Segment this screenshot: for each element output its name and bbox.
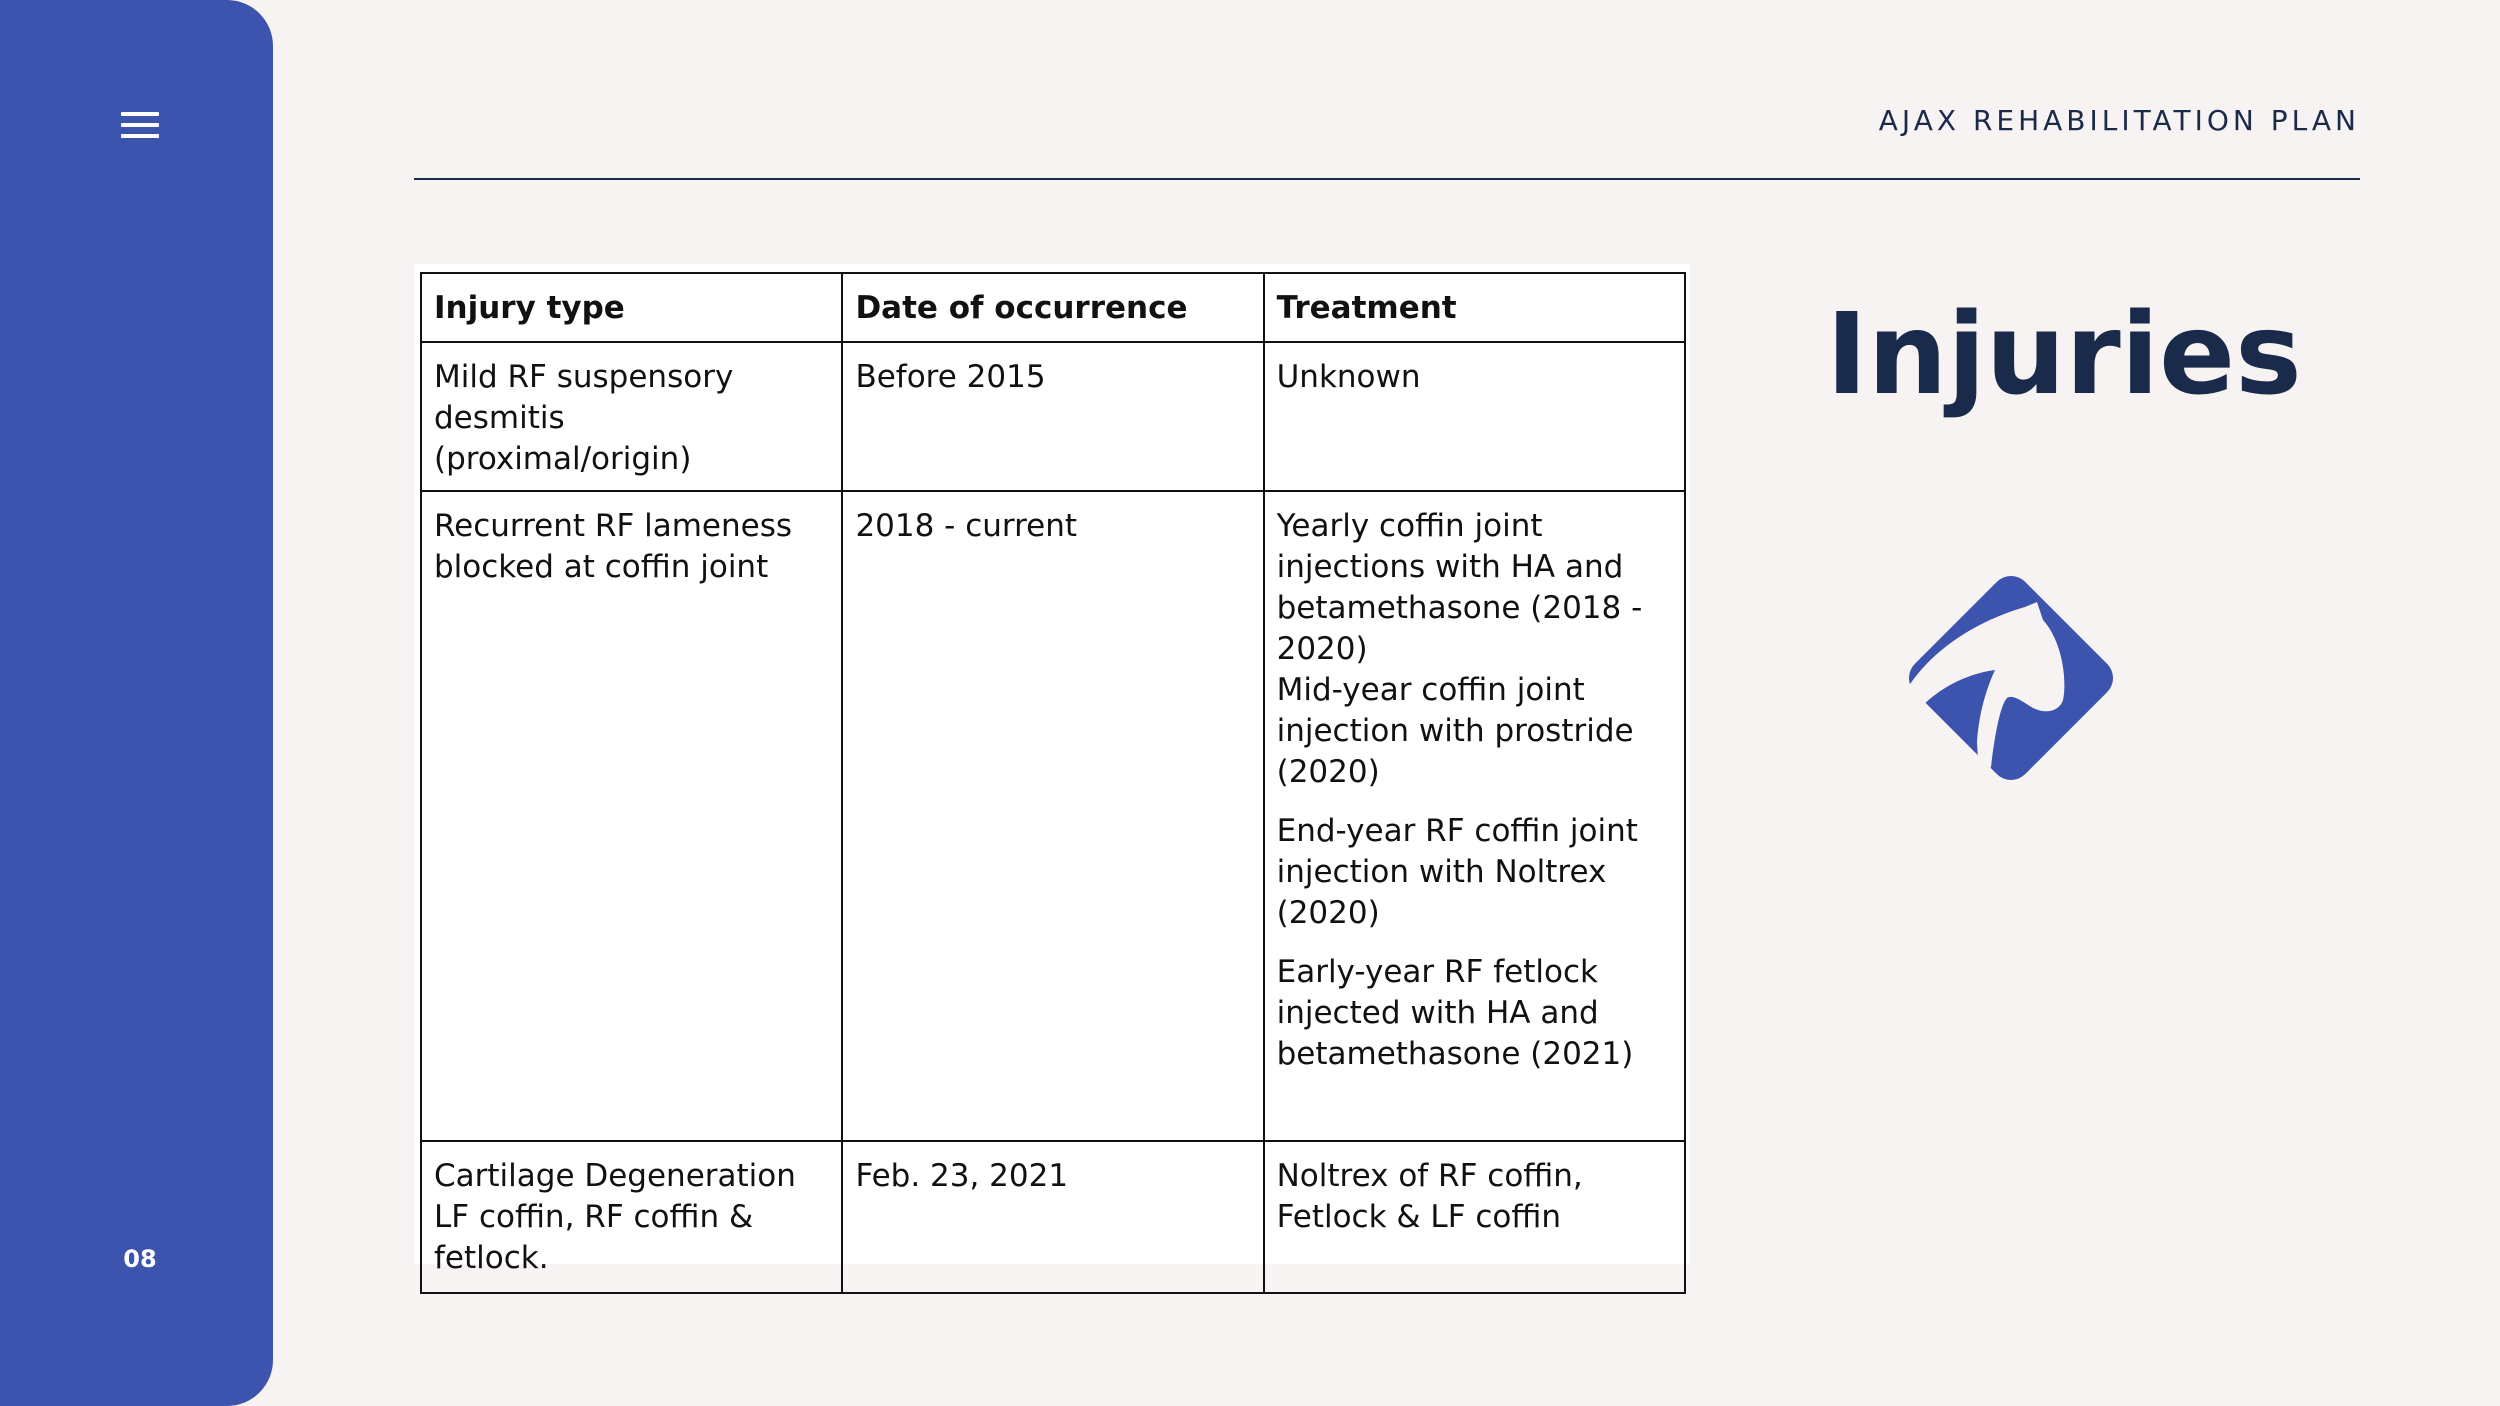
hamburger-menu-icon[interactable] [108, 105, 172, 145]
date-cell: Before 2015 [842, 342, 1263, 491]
page-number: 08 [123, 1245, 157, 1273]
treatment-cell [1264, 342, 1685, 491]
slide-title: Injuries [1826, 290, 2302, 420]
header-title: AJAX REHABILITATION PLAN [1878, 104, 2360, 137]
treatment-text: Noltrex of RF coffin, Fetlock & LF coffin [1276, 1158, 1583, 1235]
treatment-text: Yearly coffin joint injections with HA and betamethasone (2018 - 2020) [1276, 508, 1643, 667]
header-injury-type: Injury type [421, 273, 842, 342]
header-date-of-occurrence: Date of occurrence [842, 273, 1263, 342]
injury-table [420, 272, 1686, 1294]
treatment-cell [1264, 1141, 1685, 1293]
table-row [421, 342, 1685, 491]
horse-head-logo-icon [1895, 562, 2127, 794]
treatment-text: Unknown [1276, 359, 1421, 395]
treatment-text: End-year RF coffin joint injection with Noltrex (2020) [1276, 813, 1638, 931]
header-treatment: Treatment [1264, 273, 1685, 342]
date-cell: 2018 - current [842, 491, 1263, 1141]
injury-table-image [414, 264, 1690, 1276]
table-header-row [421, 273, 1685, 342]
treatment-text: Early-year RF fetlock injected with HA and betamethasone (2021) [1276, 954, 1634, 1072]
treatment-cell [1264, 491, 1685, 1141]
treatment-text: Mid-year coffin joint injection with prostride (2020) [1276, 672, 1634, 790]
injury-type-cell: Cartilage Degeneration LF coffin, RF coffin & fetlock. [421, 1141, 842, 1293]
injury-type-cell: Mild RF suspensory desmitis (proximal/origin) [421, 342, 842, 491]
sidebar [0, 0, 273, 1406]
date-cell: Feb. 23, 2021 [842, 1141, 1263, 1293]
table-row [421, 491, 1685, 1141]
header-divider [414, 178, 2360, 180]
injury-type-cell: Recurrent RF lameness blocked at coffin joint [421, 491, 842, 1141]
table-row [421, 1141, 1685, 1293]
